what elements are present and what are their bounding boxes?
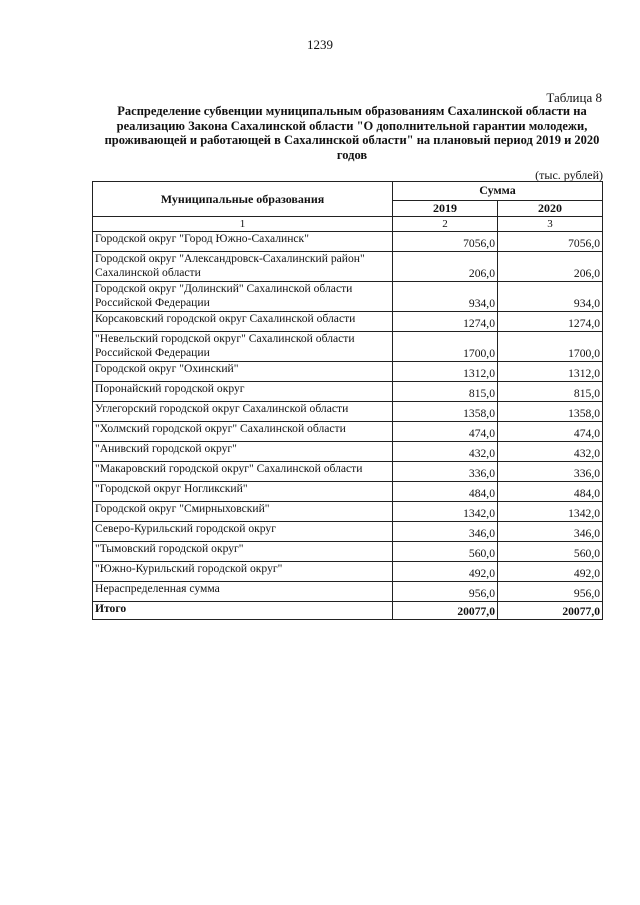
row-name: "Макаровский городской округ" Сахалинской области xyxy=(93,462,393,482)
header-year-2020: 2020 xyxy=(498,200,603,216)
row-value-2019: 1274,0 xyxy=(393,312,498,332)
row-value-2019: 815,0 xyxy=(393,382,498,402)
row-name: Городской округ "Город Южно-Сахалинск" xyxy=(93,232,393,252)
row-value-2020: 432,0 xyxy=(498,442,603,462)
row-value-2019: 346,0 xyxy=(393,522,498,542)
table-row xyxy=(93,522,603,542)
row-value-2020: 7056,0 xyxy=(498,232,603,252)
row-value-2020: 492,0 xyxy=(498,562,603,582)
table-row xyxy=(93,562,603,582)
row-value-2020: 1312,0 xyxy=(498,362,603,382)
total-value-2019: 20077,0 xyxy=(393,602,498,620)
row-value-2019: 492,0 xyxy=(393,562,498,582)
table-row xyxy=(93,312,603,332)
row-value-2019: 956,0 xyxy=(393,582,498,602)
row-value-2019: 432,0 xyxy=(393,442,498,462)
column-number-3: 3 xyxy=(498,217,603,232)
header-year-2019: 2019 xyxy=(393,200,498,216)
row-value-2019: 560,0 xyxy=(393,542,498,562)
total-value-2020: 20077,0 xyxy=(498,602,603,620)
row-name: Городской округ "Смирныховский" xyxy=(93,502,393,522)
row-value-2020: 336,0 xyxy=(498,462,603,482)
row-name: "Невельский городской округ" Сахалинской области Российской Федерации xyxy=(93,332,393,362)
row-value-2020: 474,0 xyxy=(498,422,603,442)
row-value-2019: 7056,0 xyxy=(393,232,498,252)
row-name: Поронайский городской округ xyxy=(93,382,393,402)
row-value-2020: 1700,0 xyxy=(498,332,603,362)
row-value-2020: 956,0 xyxy=(498,582,603,602)
row-value-2020: 206,0 xyxy=(498,252,603,282)
row-value-2019: 934,0 xyxy=(393,282,498,312)
row-value-2020: 815,0 xyxy=(498,382,603,402)
row-value-2020: 484,0 xyxy=(498,482,603,502)
header-municipalities: Муниципальные образования xyxy=(93,182,393,217)
total-label: Итого xyxy=(93,602,393,620)
table-row xyxy=(93,482,603,502)
table-row xyxy=(93,542,603,562)
row-value-2020: 346,0 xyxy=(498,522,603,542)
table-row xyxy=(93,442,603,462)
row-value-2019: 1312,0 xyxy=(393,362,498,382)
subvention-table xyxy=(92,181,603,620)
row-value-2020: 1274,0 xyxy=(498,312,603,332)
row-name: Корсаковский городской округ Сахалинской области xyxy=(93,312,393,332)
row-value-2019: 1342,0 xyxy=(393,502,498,522)
row-name: "Городской округ Ногликский" xyxy=(93,482,393,502)
header-sum: Сумма xyxy=(393,182,603,201)
total-row xyxy=(93,602,603,620)
row-name: Городской округ "Охинский" xyxy=(93,362,393,382)
document-title: Распределение субвенции муниципальным образованиям Сахалинской области на реализацию Закона Сахалинской области "О дополнительной гарантии молодежи, проживающей и работающей в Сахалинской области" на плановый период 2019 и 2020 годов xyxy=(104,104,600,162)
table-row xyxy=(93,362,603,382)
row-name: "Тымовский городской округ" xyxy=(93,542,393,562)
table-row xyxy=(93,502,603,522)
row-name: "Анивский городской округ" xyxy=(93,442,393,462)
row-name: Городской округ "Александровск-Сахалинский район" Сахалинской области xyxy=(93,252,393,282)
column-number-2: 2 xyxy=(393,217,498,232)
table-label: Таблица 8 xyxy=(546,90,602,105)
row-value-2019: 1700,0 xyxy=(393,332,498,362)
row-name: "Холмский городской округ" Сахалинской области xyxy=(93,422,393,442)
page-number: 1239 xyxy=(307,37,333,52)
row-name: Нераспределенная сумма xyxy=(93,582,393,602)
row-value-2020: 934,0 xyxy=(498,282,603,312)
column-number-1: 1 xyxy=(93,217,393,232)
row-value-2020: 1342,0 xyxy=(498,502,603,522)
row-value-2019: 336,0 xyxy=(393,462,498,482)
row-value-2020: 560,0 xyxy=(498,542,603,562)
row-name: Углегорский городской округ Сахалинской области xyxy=(93,402,393,422)
table-row xyxy=(93,462,603,482)
row-value-2020: 1358,0 xyxy=(498,402,603,422)
table-row xyxy=(93,232,603,252)
row-value-2019: 206,0 xyxy=(393,252,498,282)
table-row xyxy=(93,422,603,442)
table-row xyxy=(93,402,603,422)
row-value-2019: 1358,0 xyxy=(393,402,498,422)
row-value-2019: 484,0 xyxy=(393,482,498,502)
row-name: Северо-Курильский городской округ xyxy=(93,522,393,542)
row-name: Городской округ "Долинский" Сахалинской области Российской Федерации xyxy=(93,282,393,312)
row-name: "Южно-Курильский городской округ" xyxy=(93,562,393,582)
row-value-2019: 474,0 xyxy=(393,422,498,442)
table-row xyxy=(93,382,603,402)
table-row xyxy=(93,332,603,362)
table-row xyxy=(93,252,603,282)
table-row xyxy=(93,582,603,602)
table-row xyxy=(93,282,603,312)
units-label: (тыс. рублей) xyxy=(535,168,603,182)
